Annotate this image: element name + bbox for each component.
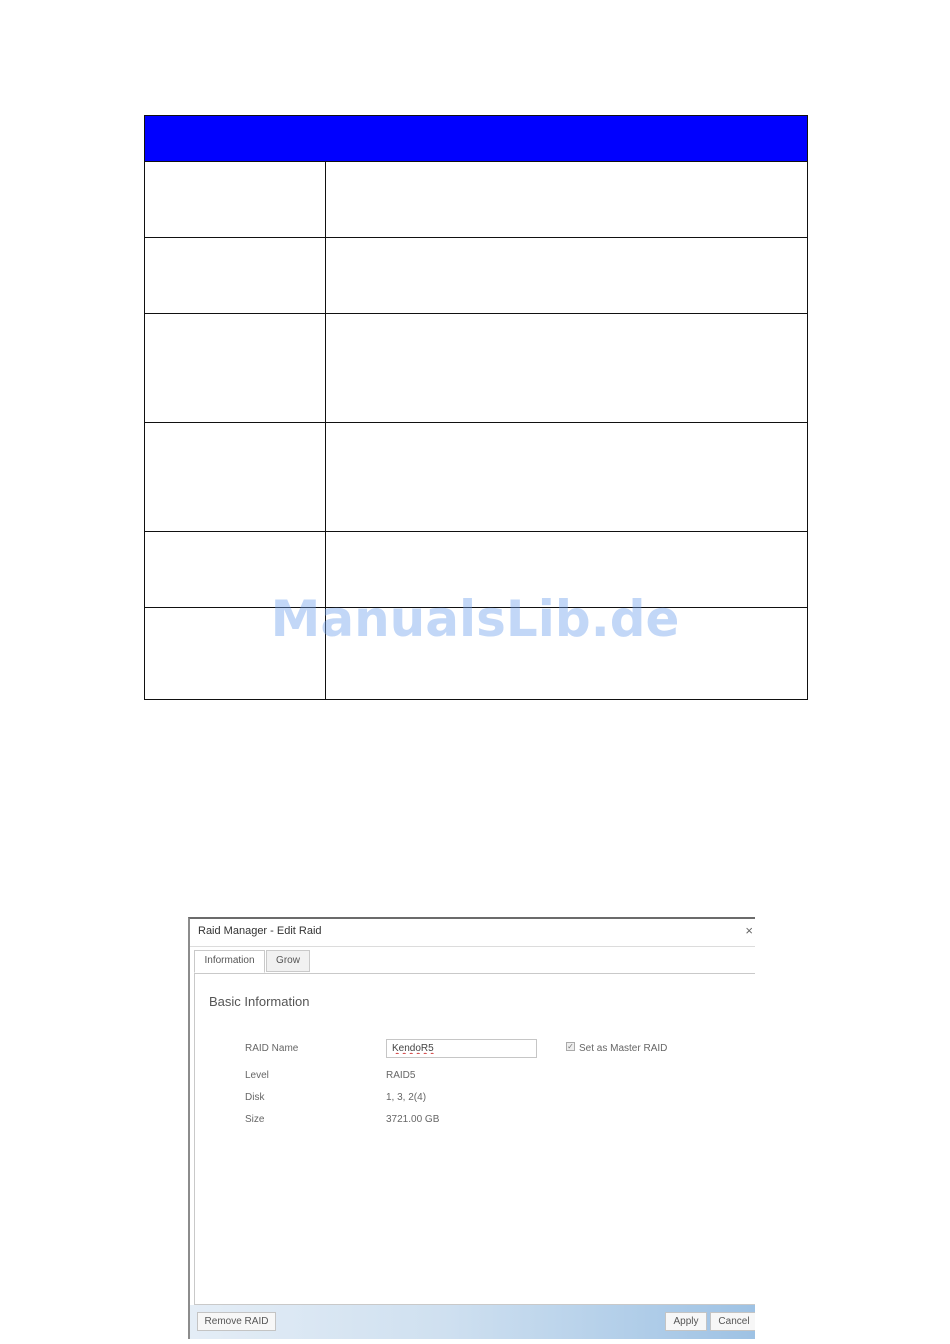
table-cell-description (326, 314, 807, 422)
tab-information[interactable]: Information (194, 950, 265, 973)
master-raid-label: Set as Master RAID (579, 1043, 668, 1054)
dialog-titlebar (190, 919, 755, 947)
tab-bar (194, 950, 755, 974)
remove-raid-button[interactable]: Remove RAID (197, 1312, 276, 1331)
master-raid-checkbox[interactable]: ✓ (567, 1042, 574, 1051)
raid-name-input[interactable] (386, 1039, 537, 1058)
table-row (145, 531, 807, 607)
level-label: Level (245, 1070, 269, 1081)
table-cell-term (145, 314, 326, 422)
information-panel (194, 973, 755, 1305)
definition-table (144, 115, 808, 700)
table-cell-description (326, 238, 807, 314)
table-row (145, 313, 807, 422)
table-row (145, 607, 807, 699)
table-cell-description (326, 532, 807, 607)
disk-label: Disk (245, 1092, 265, 1103)
table-cell-term (145, 423, 326, 531)
edit-raid-dialog (188, 917, 755, 1339)
watermark: ManualsLib.de (270, 590, 680, 648)
table-cell-description (326, 423, 807, 531)
dialog-footer (190, 1305, 755, 1339)
size-value: 3721.00 GB (386, 1114, 440, 1125)
level-value: RAID5 (386, 1070, 416, 1081)
dialog-title: Raid Manager - Edit Raid (198, 925, 322, 937)
table-cell-description (326, 608, 807, 699)
close-icon[interactable]: × (745, 923, 753, 938)
table-row (145, 162, 807, 237)
table-header (145, 116, 807, 162)
table-cell-term (145, 608, 326, 699)
tab-grow[interactable]: Grow (266, 950, 310, 972)
raid-name-label: RAID Name (245, 1043, 299, 1054)
table-cell-term (145, 162, 326, 237)
disk-value: 1, 3, 2(4) (386, 1092, 427, 1103)
size-label: Size (245, 1114, 265, 1125)
section-title: Basic Information (209, 994, 310, 1009)
cancel-button[interactable]: Cancel (710, 1312, 755, 1331)
table-cell-term (145, 532, 326, 607)
apply-button[interactable]: Apply (665, 1312, 707, 1331)
table-cell-term (145, 238, 326, 314)
table-cell-description (326, 162, 807, 237)
table-row (145, 237, 807, 314)
table-row (145, 422, 807, 531)
